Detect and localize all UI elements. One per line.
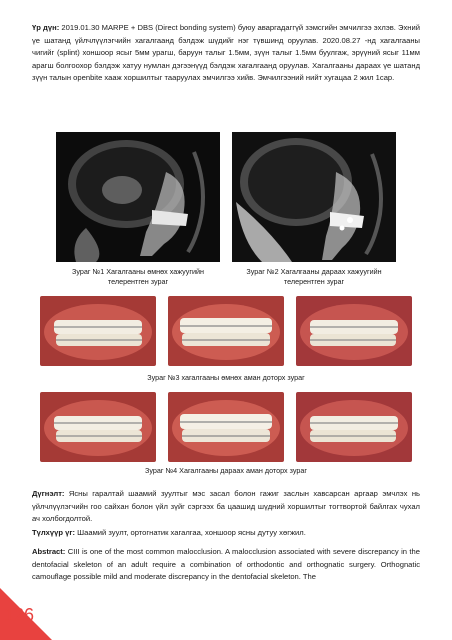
abstract-text: CIII is one of the most common malocclusion. A malocclusion associated with severe discrepancy in the dentofacial skeleton of an adult require a combination of orthodontic and orthognatic surgery. Orthognatic camouflage possible mild and moderate discrepancy in the dentofacial skeleton. The	[32, 547, 420, 582]
figure-2-caption: Зураг №2 Хагалгааны дараах хажуугийн телерентген зураг	[246, 267, 382, 286]
intraoral-before-right-photo	[40, 296, 156, 366]
abstract-label: Abstract:	[32, 547, 66, 556]
intraoral-after-front-photo	[168, 392, 284, 462]
figure-4-caption: Зураг №4 Хагалгааны дараах аман доторх зураг	[145, 466, 307, 475]
results-label: Үр дүн:	[32, 23, 60, 32]
conclusion-paragraph	[32, 488, 420, 526]
abstract-paragraph	[32, 546, 420, 584]
figure-1-caption: Зураг №1 Хагалгааны өмнөх хажуугийн телерентген зураг	[72, 267, 204, 286]
keywords-label: Түлхүүр үг:	[32, 528, 76, 537]
intraoral-after-left-photo	[296, 392, 412, 462]
xray-after-image	[232, 132, 396, 262]
conclusion-label: Дүгнэлт:	[32, 489, 65, 498]
keywords-text: Шаамий зуулт, ортогнатик хагалгаа, хоншоор ясны дутуу хөгжил.	[77, 528, 306, 537]
results-paragraph	[32, 22, 420, 85]
intraoral-after-right-photo	[40, 392, 156, 462]
intraoral-before-left-photo	[296, 296, 412, 366]
xray-before-image	[56, 132, 220, 262]
intraoral-before-front-photo	[168, 296, 284, 366]
results-text: 2019.01.30 MARPE + DBS (Direct bonding system) буюу аваргадаггүй зэмсгийн эмчилгээ эхлэв. Эхний үе шатанд үйлчлүүлэгчийн хагалгаанд бэлдэж шүдийг нэг түвшинд оруулав. 2020.08.27 -нд хагалгааны чигийг (splint) хоншоор ясыг 5мм урагш, баруун талыг 1.5мм, зүүн талыг 1.5мм буулгаж, эрүүний ясыг 11мм арагш болгоохор бэлдэж хатуу нумлан дэгээнүүд бэлдэж хагалгаанд оруулав. Хагалгааны дараах үе шатанд зүүн талын openbite хааж хоршилтыг тааруулах эмчилгээ хийв. Эмчилгээний нийт хугацаа 2 жил 1сар.	[32, 23, 420, 83]
figure-3-caption: Зураг №3 хагалгааны өмнөх аман доторх зураг	[147, 373, 305, 382]
conclusion-text: Ясны гаралтай шаамий зуултыг мэс засал болон гажиг заслын хавсарсан аргаар эмчлэх нь үйлчлүүлэгчийн гоо сайхан болон үйл зүйг сэргээх ба цаашид шүдний хоршилтыг тогтвортой байлгах чухал ач холбогдолтой.	[32, 489, 420, 524]
page-number: 126	[4, 605, 35, 625]
keywords-paragraph	[32, 527, 420, 540]
